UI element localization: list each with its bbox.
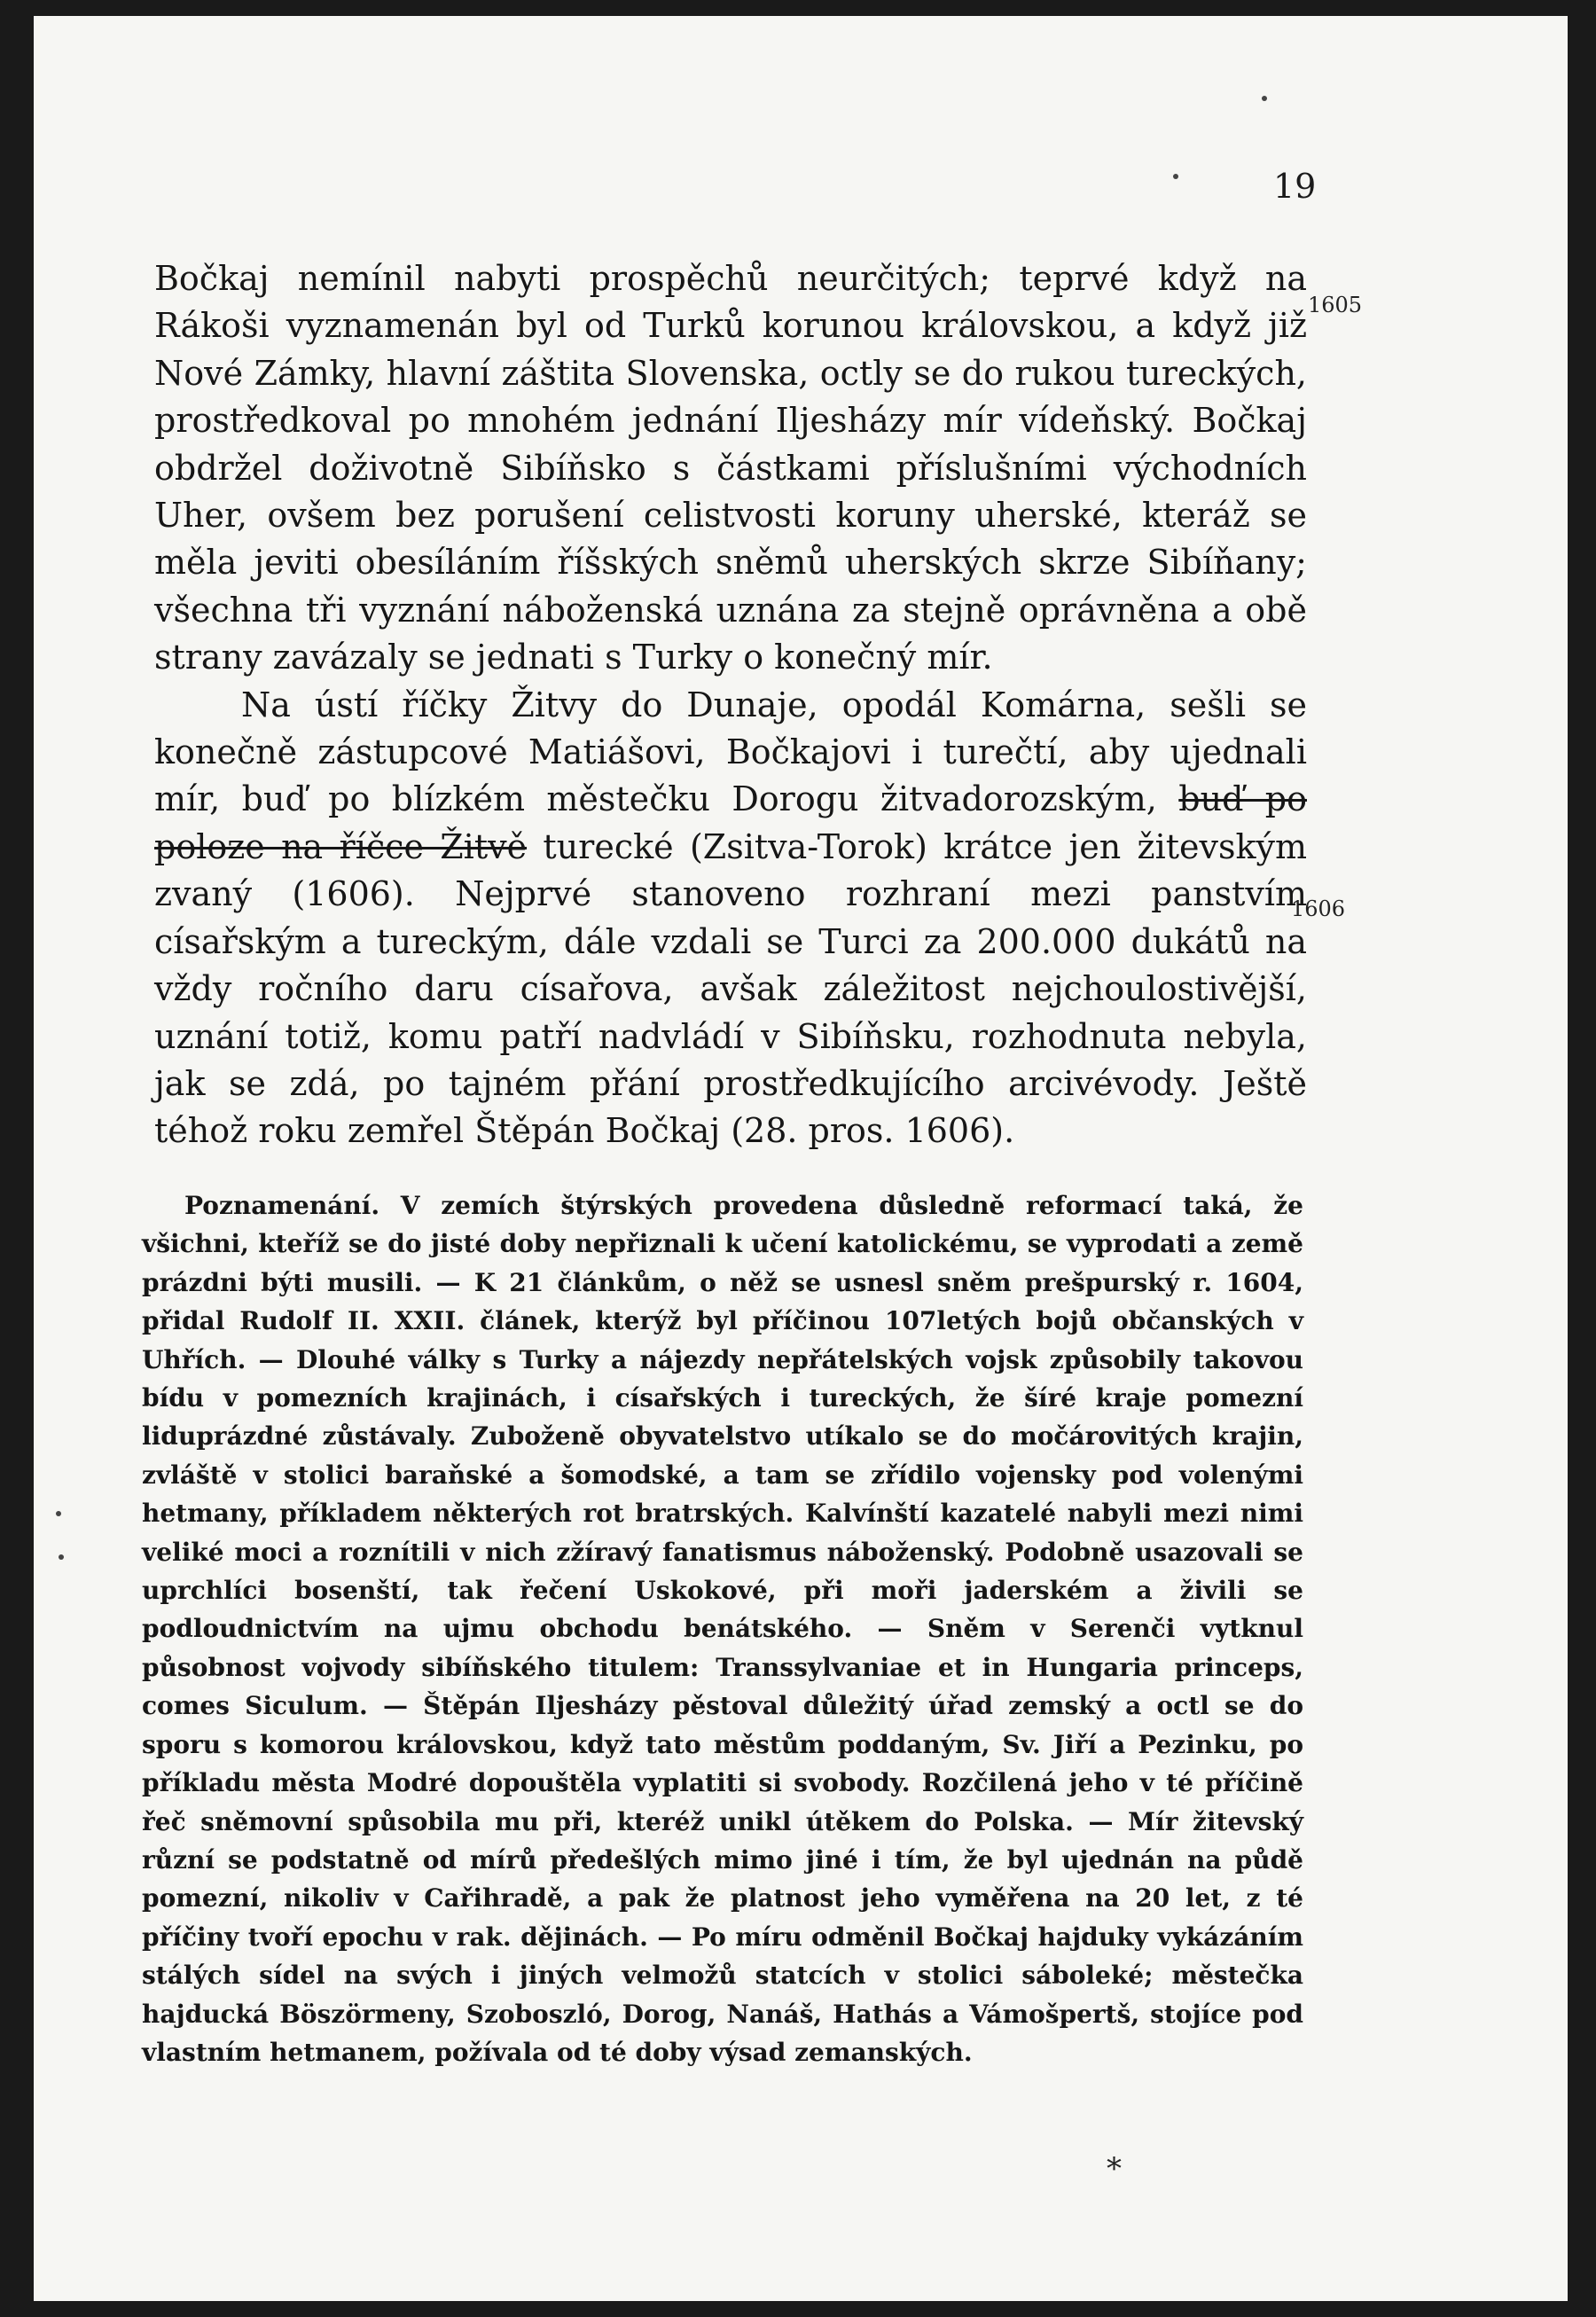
struck-through-text: buď po poloze na říčce Žitvě [154,779,1307,866]
paragraph-2-part-2: turecké (Zsitva-Torok) krátce jen žitevským zvaný (1606). Nejprvé stanoveno rozhraní mezi panstvím císařským a tureckým, dále vzdali se Turci za 200.000 dukátů na vždy ročního daru císařova, avšak záležitost nejchoulostivější, uznání totiž, komu patří nadvládí v Sibíňsku, rozhodnuta nebyla, jak se zdá, po tajném přání prostředkujícího arcivévody. Ještě téhož roku zemřel Štěpán Bočkaj (28. pros. 1606). [154,826,1307,1151]
footnotes-block [142,1186,1303,2071]
margin-year-1606: 1606 [1291,896,1346,921]
page-number: 19 [1273,167,1317,206]
footer-asterisk: * [1107,2151,1122,2187]
main-body-text [154,255,1307,1155]
notes-text: V zemích štýrských provedena důsledně reformací taká, že všichni, kteříž se do jisté doby nepřiznali k učení katolickému, se vyprodati a země prázdni býti musili. — K 21 článkům, o něž se usnesl sněm prešpurský r. 1604, přidal Rudolf II. XXII. článek, kterýž byl příčinou 107letých bojů občanských v Uhřích. — Dlouhé války s Turky a nájezdy nepřátelských vojsk způsobily takovou bídu v pomezních krajinách, i císařských i tureckých, že šíré kraje pomezní liduprázdné zůstávaly. Zuboženě obyvatelstvo utíkalo se do močárovitých krajin, zvláště v stolici baraňské a šomodské, a tam se zřídilo vojensky pod volenými hetmany, příkladem některých rot bratrských. Kalvínští kazatelé nabyli mezi nimi veliké moci a roznítili v nich zžíravý fanatismus náboženský. Podobně usazovali se uprchlíci bosenští, tak řečení Uskokové, při moři jaderském a živili se podloudnictvím na ujmu obchodu benátského. — Sněm v Serenči vytknul působnost vojvody sibíňského titulem: Transsylvaniae et in Hungaria princeps, comes Siculum. — Štěpán Iljesházy pěstoval důležitý úřad zemský a octl se do sporu s komorou královskou, když tato městům poddaným, Sv. Jiří a Pezinku, po příkladu města Modré dopouštěla vyplatiti si svobody. Rozčilená jeho v té příčině řeč sněmovní spůsobila mu při, kteréž unikl útěkem do Polska. — Mír žitevský různí se podstatně od mírů předešlých mimo jiné i tím, že byl ujednán na půdě pomezní, nikoliv v Cařihradě, a pak že platnost jeho vyměřena na 20 let, z té příčiny tvoří epochu v rak. dějinách. — Po míru odměnil Bočkaj hajduky vykázáním stálých sídel na svých i jiných velmožů statcích v stolici sáboleké; městečka hajducká Böszörmeny, Szoboszló, Dorog, Nanáš, Hathás a Vámošpertš, stojíce pod vlastním hetmanem, požívala od té doby výsad zemanských. [142,1191,1303,2067]
document-page [34,16,1568,2301]
margin-year-1605: 1605 [1308,293,1363,317]
paragraph-2-part-1: Na ústí říčky Žitvy do Dunaje, opodál Komárna, sešli se konečně zástupcové Matiášovi, Bočkajovi i turečtí, aby ujednali mír, buď po blízkém městečku Dorogu žitvadorozským, [154,685,1307,819]
paper-speck [1173,174,1178,179]
paragraph-1: Bočkaj nemínil nabyti prospěchů neurčitých; teprvé když na Rákoši vyznamenán byl od Turků korunou královskou, a když již Nové Zámky, hlavní záštita Slovenska, octly se do rukou tureckých, prostředkoval po mnohém jednání Iljesházy mír vídeňský. Bočkaj obdržel doživotně Sibíňsko s částkami příslušními východních Uher, ovšem bez porušení celistvosti koruny uherské, kteráž se měla jeviti obesíláním říšských sněmů uherských skrze Sibíňany; všechna tři vyznání náboženská uznána za stejně oprávněna a obě strany zavázaly se jednati s Turky o konečný mír. [154,259,1307,677]
footnote-paragraph [142,1186,1303,2071]
paragraph-2 [154,682,1307,1155]
paper-speck [56,1511,61,1516]
paper-speck [59,1554,64,1560]
notes-heading: Poznamenání. [184,1191,380,1220]
paper-speck [1262,96,1267,101]
